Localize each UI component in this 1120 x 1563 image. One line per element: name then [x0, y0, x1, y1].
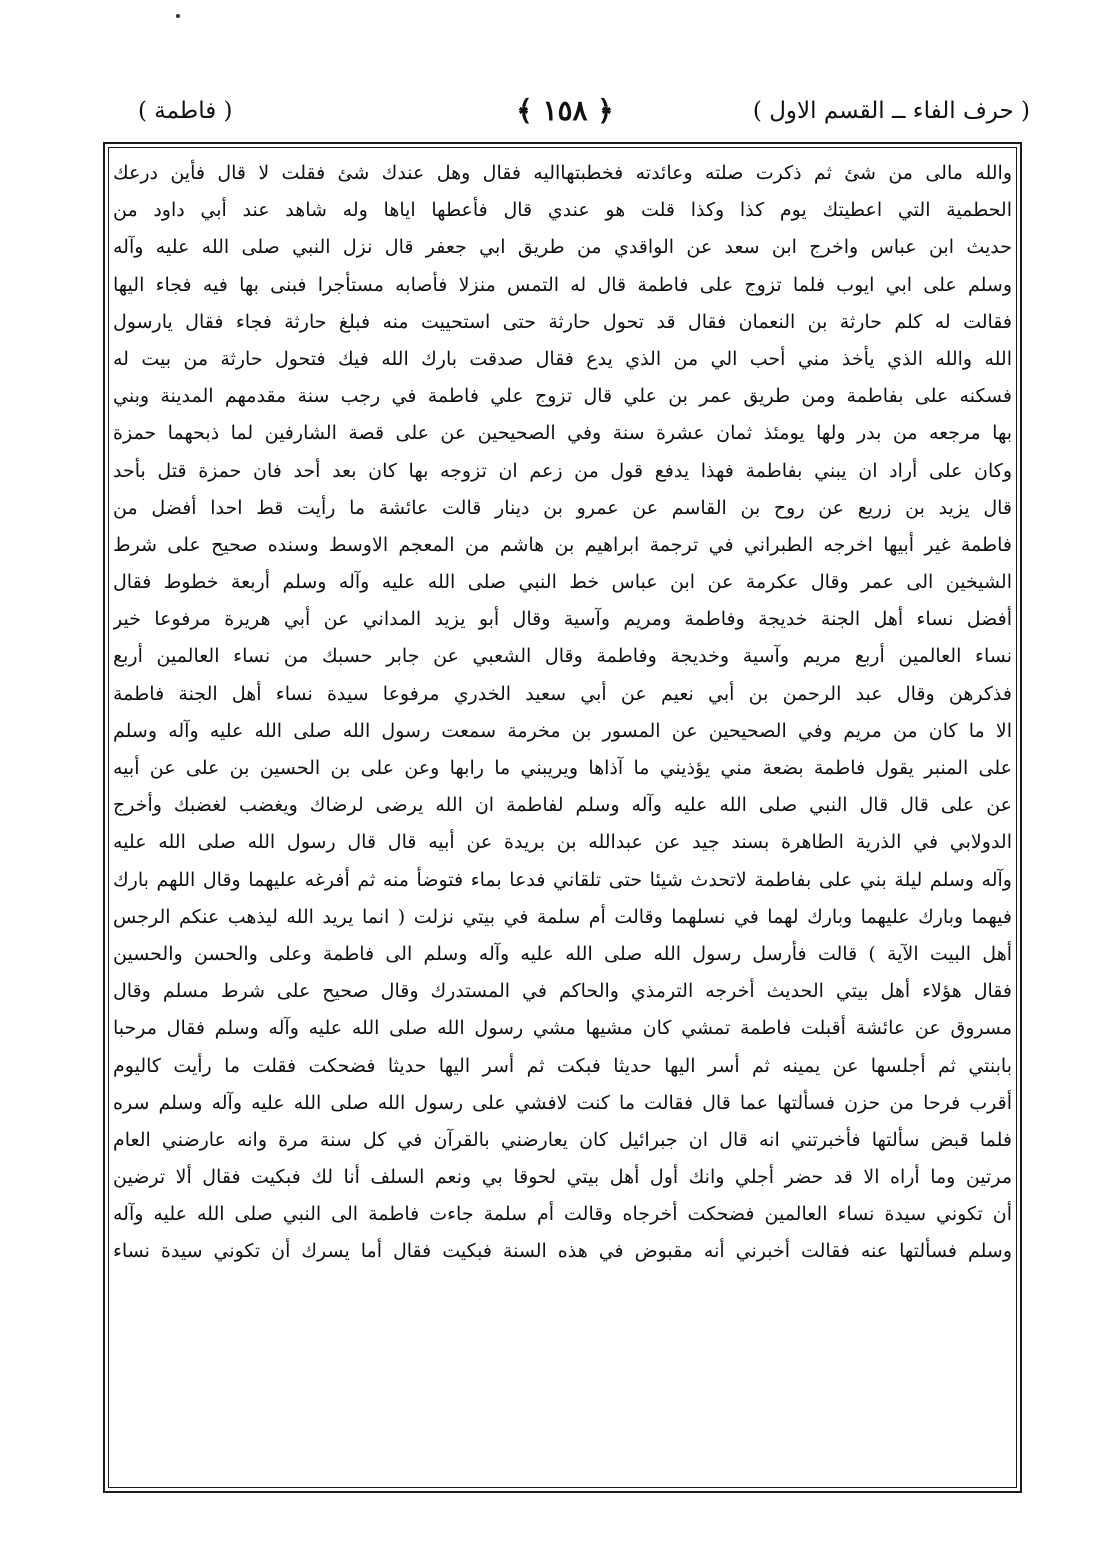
text-line: الله والله الذي يأخذ مني أحب الي من الذي يدع فقال صدقت بارك الله فيك فتحول حارثة من بيت له — [113, 347, 1012, 370]
section-title: ( حرف الفاء ــ القسم الاول ) — [752, 98, 1030, 124]
text-line: بابنتي ثم أجلسها عن يمينه ثم أسر اليها حديثا فبكت ثم أسر اليها حديثا فضحكت فقلت ما رأيت كاليوم — [113, 1054, 1012, 1077]
text-line: فلما قبض سألتها فأخبرتني انه قال ان جبرائيل كان يعارضني بالقرآن في كل سنة مرة وانه عارضني العام — [113, 1128, 1012, 1151]
text-line: أقرب فرحا من حزن فسألتها عما قال فقالت ما كنت لافشي على رسول الله صلى الله عليه وآله وسلم سره — [113, 1091, 1012, 1114]
text-line: مسروق عن عائشة أقبلت فاطمة تمشي كان مشيها مشي رسول الله صلى الله عليه وآله وسلم فقال مرحبا — [113, 1017, 1012, 1040]
text-line: على المنبر يقول فاطمة بضعة مني يؤذيني ما آذاها ويريبني ما رابها وعن على بن الحسين بن على عن أبيه — [113, 757, 1012, 779]
text-line: وكان على أراد ان يبني بفاطمة فهذا يدفع قول من زعم ان تزوجه بها كان بعد أحد فان حمزة قتل بأحد — [113, 459, 1012, 482]
text-line: الحطمية التي اعطيتك يوم كذا وكذا قلت هو عندي قال فأعطها اياها وله شاهد عند أبي داود من — [113, 199, 1012, 222]
text-line: والله مالى من شئ ثم ذكرت صلته وعائدته فخطبتهااليه فقال وهل عندك شئ فقلت لا قال فأين درعك — [113, 162, 1012, 184]
ink-speck — [176, 14, 180, 18]
text-line: فيهما وبارك عليهما وبارك لهما في نسلهما وقالت أم سلمة في بيتي نزلت ( انما يريد الله ليذهب عنكم الرجس — [113, 905, 1012, 928]
text-line: وآله وسلم ليلة بني على بفاطمة لاتحدث شيئا حتى تلقاني فدعا بماء فتوضأ منه ثم أفرغه عليهما وقال اللهم بارك — [113, 868, 1012, 891]
text-line: عن على قال قال النبي صلى الله عليه وآله وسلم لفاطمة ان الله يرضى لرضاك ويغضب لغضبك وأخرج — [113, 794, 1012, 817]
text-line: الا ما كان من مريم وفي الصحيحين عن المسور بن مخرمة سمعت رسول الله صلى الله عليه وآله وسلم — [113, 719, 1012, 742]
running-head — [100, 94, 1030, 134]
text-line: نساء العالمين أربع مريم وآسية وخديجة وفاطمة وقال الشعبي عن جابر حسبك من نساء العالمين أربع — [113, 645, 1012, 668]
text-line: أهل البيت الآية ) قالت فأرسل رسول الله صلى الله عليه وآله وسلم الى فاطمة وعلى والحسن والحسين — [113, 942, 1012, 965]
entry-name: ( فاطمة ) — [138, 98, 233, 124]
text-line: فاطمة غير أبيها اخرجه الطبراني في ترجمة ابراهيم بن هاشم من المعجم الاوسط وسنده صحيح على شرط — [113, 533, 1012, 556]
text-line: وسلم على ابي ايوب فلما تزوج على فاطمة قال له التمس منزلا فأصابه مستأجرا فبنى بها فيه فجاء اليها — [113, 273, 1012, 296]
text-line: الدولابي في الذرية الطاهرة بسند جيد عن عبدالله بن بريدة عن أبيه قال قال رسول الله صلى الله عليه — [113, 831, 1012, 854]
text-line: أن تكوني سيدة نساء العالمين فضحكت أخرجاه وقالت أم سلمة جاءت فاطمة الى النبي صلى الله عليه وآله — [113, 1203, 1012, 1226]
text-line: أفضل نساء أهل الجنة خديجة وفاطمة ومريم وآسية وقال أبو يزيد المداني عن أبي هريرة مرفوعا خير — [113, 608, 1012, 631]
text-line: فسكنه على بفاطمة ومن طريق عمر بن علي قال تزوج علي فاطمة في رجب سنة مقدمهم المدينة وبني — [113, 385, 1012, 408]
text-line: مرتين وما أراه الا قد حضر أجلي وانك أول أهل بيتي لحوقا بي ونعم السلف أنا لك فبكيت فقال ألا ترضين — [113, 1166, 1012, 1189]
text-line: فذكرهن وقال عبد الرحمن بن أبي نعيم عن أبي سعيد الخدري مرفوعا سيدة نساء أهل الجنة فاطمة — [113, 682, 1012, 705]
text-line: قال يزيد بن زريع عن روح بن القاسم عن عمرو بن دينار قالت عائشة ما رأيت قط احدا أفضل من — [113, 496, 1012, 519]
text-line: وسلم فسألتها عنه فقالت أخبرني أنه مقبوض في هذه السنة فبكيت فقال أما يسرك أن تكوني سيدة نساء — [113, 1240, 1012, 1263]
page-number: ﴿ ١٥٨ ﴾ — [516, 94, 614, 127]
text-line: فقال هؤلاء أهل بيتي الحديث أخرجه الترمذي والحاكم في المستدرك وقال صحيح على شرط مسلم وقال — [113, 980, 1012, 1003]
body-text — [113, 155, 1012, 1271]
text-line: فقالت له كلم حارثة بن النعمان فقال قد تحول حارثة حتى استحييت منه فبلغ حارثة فجاء فقال يارسول — [113, 310, 1012, 333]
text-line: الشيخين الى عمر وقال عكرمة عن ابن عباس خط النبي صلى الله عليه وآله وسلم أربعة خطوط فقال — [113, 571, 1012, 594]
text-line: بها مرجعه من بدر ولها يومئذ ثمان عشرة سنة وفي الصحيحين عن على قصة الشارفين لما ذبحهما حمزة — [113, 422, 1012, 445]
text-line: حديث ابن عباس واخرج ابن سعد عن الواقدي من طريق ابي جعفر قال نزل النبي صلى الله عليه وآله — [113, 236, 1012, 259]
